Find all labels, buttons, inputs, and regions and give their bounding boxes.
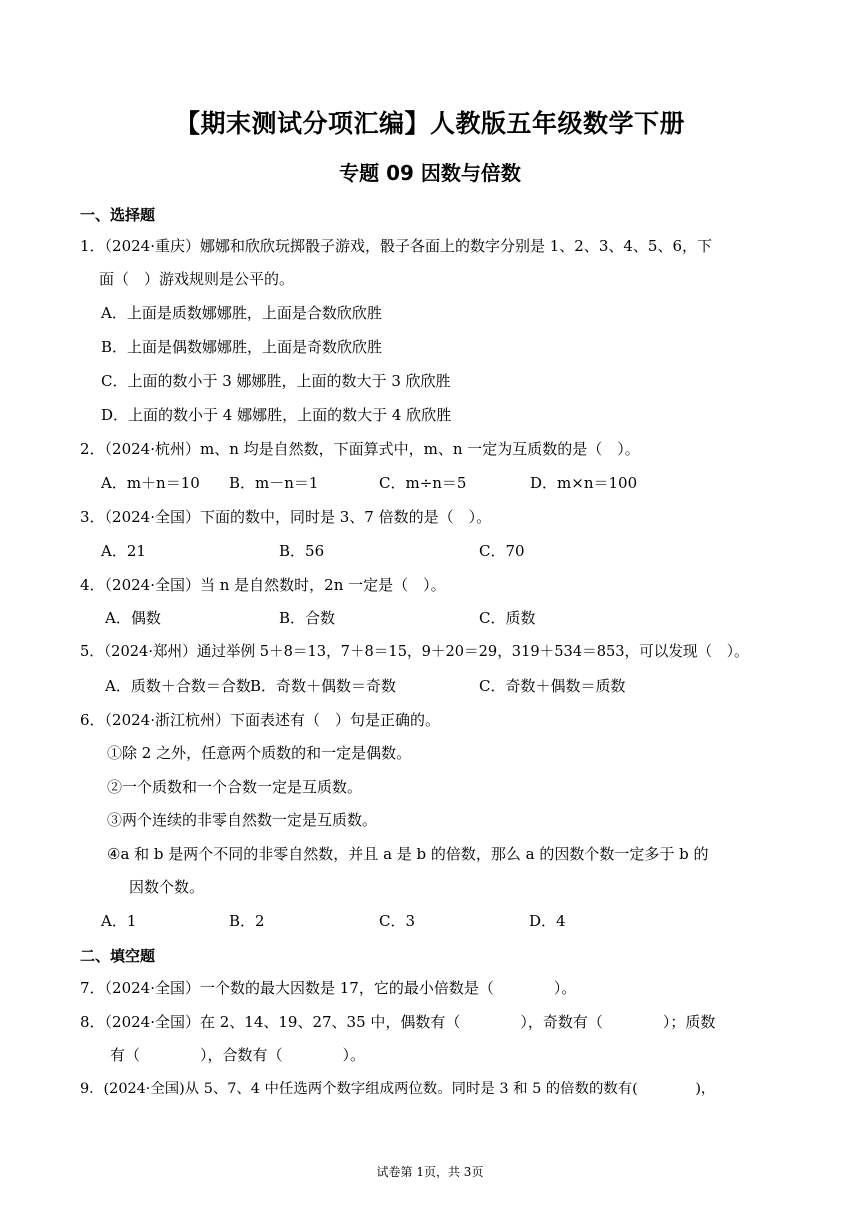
- question-2-option-d: D．m×n＝100: [530, 474, 638, 492]
- page-subtitle: 专题 09 因数与倍数: [339, 161, 521, 185]
- question-1-option-c: C．上面的数小于 3 娜娜胜，上面的数大于 3 欣欣胜: [101, 372, 451, 390]
- question-2-option-a: A．m＋n＝10: [101, 474, 200, 492]
- question-5-option-c: C．奇数＋偶数＝质数: [479, 677, 626, 695]
- page-footer: 试卷第 1页，共 3页: [376, 1165, 484, 1179]
- question-5-line-1: 5．（2024·郑州）通过举例 5＋8＝13，7＋8＝15，9＋20＝29，319＋534＝853，可以发现（ ）。: [80, 643, 749, 660]
- question-7-line-1: 7．（2024·全国）一个数的最大因数是 17，它的最小倍数是（ ）。: [80, 979, 577, 997]
- question-6-statement-1: ①除 2 之外，任意两个质数的和一定是偶数。: [107, 744, 412, 762]
- question-6-line-1: 6．（2024·浙江杭州）下面表述有（ ）句是正确的。: [80, 711, 440, 729]
- question-9-line-1: 9．(2024·全国)从 5、7、4 中任选两个数字组成两位数。同时是 3 和 5 的倍数的数有( )，: [80, 1081, 716, 1097]
- question-5-option-b: B．奇数＋偶数＝奇数: [250, 677, 397, 695]
- question-2-line-1: 2．（2024·杭州）m、n 均是自然数，下面算式中，m、n 一定为互质数的是（ ）。: [80, 440, 640, 458]
- section-heading-choice: 一、选择题: [80, 206, 156, 224]
- question-1-option-b: B．上面是偶数娜娜胜，上面是奇数欣欣胜: [101, 338, 383, 356]
- question-3-option-a: A．21: [101, 542, 146, 560]
- question-8-line-2: 有（ ），合数有（ ）。: [110, 1046, 366, 1064]
- section-heading-fill-in: 二、填空题: [80, 947, 156, 965]
- question-6-statement-4-line-2: 因数个数。: [129, 878, 205, 896]
- question-4-option-b: B．合数: [279, 609, 336, 627]
- question-6-option-d: D．4: [529, 912, 566, 930]
- question-2-option-c: C．m÷n＝5: [379, 474, 467, 492]
- question-1-line-2: 面（ ）游戏规则是公平的。: [99, 270, 295, 288]
- question-6-option-b: B．2: [229, 912, 265, 930]
- question-1-option-a: A．上面是质数娜娜胜，上面是合数欣欣胜: [101, 304, 382, 322]
- page-title: 【期末测试分项汇编】人教版五年级数学下册: [174, 109, 685, 138]
- question-4-option-a: A．偶数: [105, 609, 161, 627]
- question-1-line-1: 1．（2024·重庆）娜娜和欣欣玩掷骰子游戏，骰子各面上的数字分别是 1、2、3、4、5、6，下: [80, 237, 713, 255]
- question-6-option-c: C．3: [379, 912, 416, 930]
- question-6-statement-2: ②一个质数和一个合数一定是互质数。: [107, 778, 363, 796]
- question-8-line-1: 8．（2024·全国）在 2、14、19、27、35 中，偶数有（ ），奇数有（ ）；质数: [80, 1013, 716, 1031]
- question-1-option-d: D．上面的数小于 4 娜娜胜，上面的数大于 4 欣欣胜: [101, 406, 452, 424]
- question-6-option-a: A．1: [101, 912, 137, 930]
- question-3-option-b: B．56: [279, 542, 325, 560]
- question-3-option-c: C．70: [479, 542, 525, 560]
- question-4-line-1: 4．（2024·全国）当 n 是自然数时，2n 一定是（ ）。: [80, 576, 446, 594]
- question-4-option-c: C．质数: [479, 609, 536, 627]
- question-3-line-1: 3．（2024·全国）下面的数中，同时是 3、7 倍数的是（ ）。: [80, 508, 492, 526]
- question-2-option-b: B．m－n＝1: [229, 474, 319, 492]
- question-5-option-a: A．质数＋合数＝合数: [105, 677, 251, 695]
- question-6-statement-3: ③两个连续的非零自然数一定是互质数。: [107, 811, 378, 829]
- question-6-statement-4-line-1: ④a 和 b 是两个不同的非零自然数，并且 a 是 b 的倍数，那么 a 的因数个数一定多于 b 的: [107, 845, 709, 863]
